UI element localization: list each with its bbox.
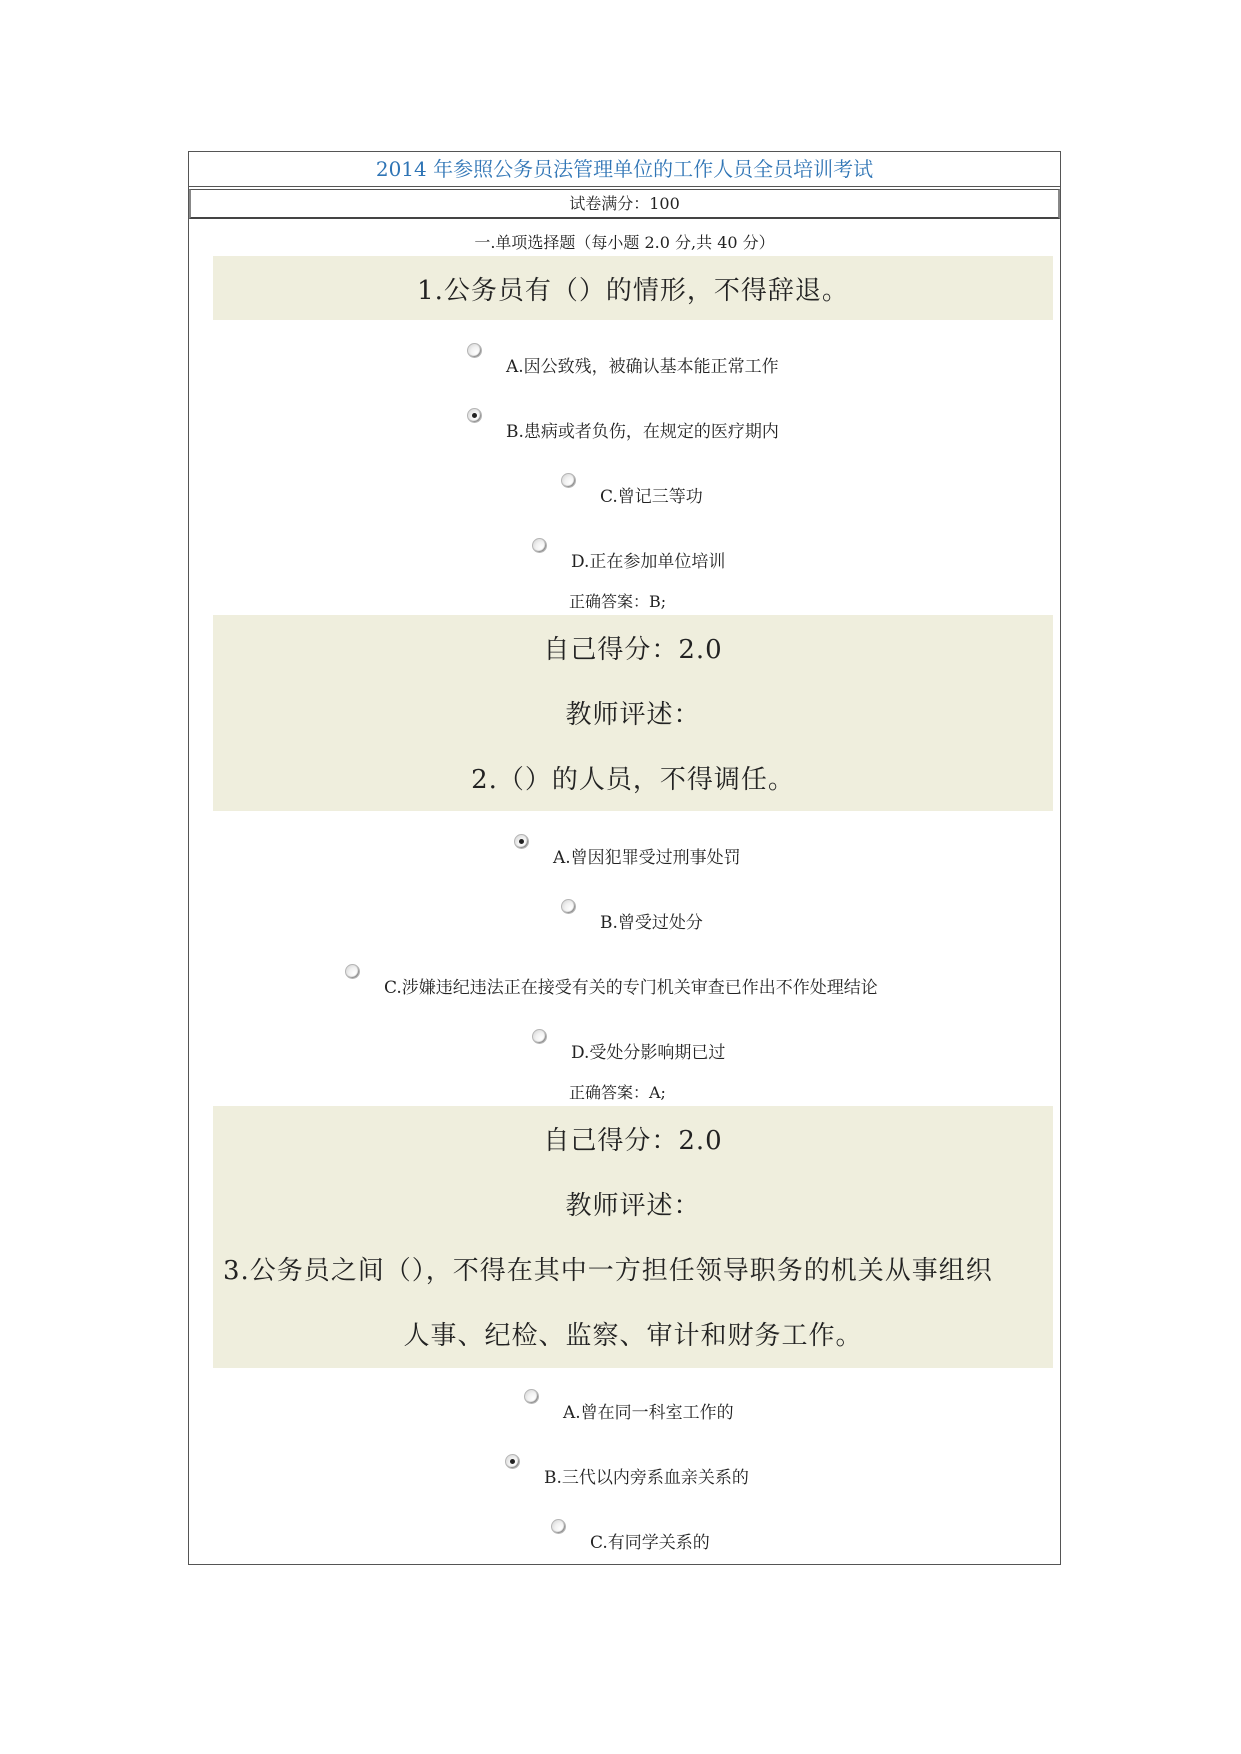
exam-title: 2014 年参照公务员法管理单位的工作人员全员培训考试 — [189, 152, 1060, 187]
question-2-score-and-question-3-block — [213, 1106, 1053, 1368]
full-score: 试卷满分：100 — [189, 189, 1060, 219]
question-2-option-c-label: C.涉嫌违纪违法正在接受有关的专门机关审查已作出不作处理结论 — [384, 978, 878, 998]
question-1-score-and-question-2-block — [213, 615, 1053, 811]
question-3-option-a-radio[interactable] — [524, 1389, 539, 1404]
question-3-text-line-2: 人事、纪检、监察、审计和财务工作。 — [403, 1321, 863, 1351]
question-2-option-a-label: A.曾因犯罪受过刑事处罚 — [553, 848, 741, 868]
question-2-option-b-label: B.曾受过处分 — [600, 913, 703, 933]
question-1-option-c-label: C.曾记三等功 — [600, 487, 703, 507]
question-2-option-b-radio[interactable] — [561, 899, 576, 914]
question-1-comment: 教师评述： — [565, 700, 701, 730]
question-1-option-a-label: A.因公致残，被确认基本能正常工作 — [506, 357, 779, 377]
question-1-block — [213, 256, 1053, 320]
question-2-option-c-radio[interactable] — [345, 964, 360, 979]
question-1-option-b-label: B.患病或者负伤，在规定的医疗期内 — [506, 422, 779, 442]
question-2-option-a-radio[interactable] — [514, 834, 529, 849]
question-3-option-a-label: A.曾在同一科室工作的 — [563, 1403, 734, 1423]
question-1-option-a-radio[interactable] — [467, 343, 482, 358]
question-2-answer: 正确答案：A; — [569, 1083, 666, 1102]
question-2-score: 自己得分：2.0 — [543, 1126, 723, 1156]
question-1-score: 自己得分：2.0 — [543, 635, 723, 665]
question-3-text-line-1: 3.公务员之间（），不得在其中一方担任领导职务的机关从事组织 — [223, 1256, 993, 1286]
exam-frame — [188, 151, 1061, 1565]
question-1-option-c-radio[interactable] — [561, 473, 576, 488]
question-1-text: 1.公务员有（）的情形，不得辞退。 — [417, 276, 849, 306]
question-3-option-b-radio[interactable] — [505, 1454, 520, 1469]
question-2-option-d-radio[interactable] — [532, 1029, 547, 1044]
question-3-option-b-label: B.三代以内旁系血亲关系的 — [544, 1468, 749, 1488]
section-heading: 一.单项选择题（每小题 2.0 分,共 40 分） — [474, 233, 775, 252]
question-2-text: 2.（）的人员，不得调任。 — [471, 765, 795, 795]
question-2-comment: 教师评述： — [565, 1191, 701, 1221]
question-1-answer: 正确答案：B; — [569, 592, 667, 611]
question-3-option-c-label: C.有同学关系的 — [590, 1533, 710, 1553]
question-1-option-b-radio[interactable] — [467, 408, 482, 423]
question-2-option-d-label: D.受处分影响期已过 — [571, 1043, 726, 1063]
question-3-option-c-radio[interactable] — [551, 1519, 566, 1534]
question-1-option-d-label: D.正在参加单位培训 — [571, 552, 726, 572]
question-1-option-d-radio[interactable] — [532, 538, 547, 553]
